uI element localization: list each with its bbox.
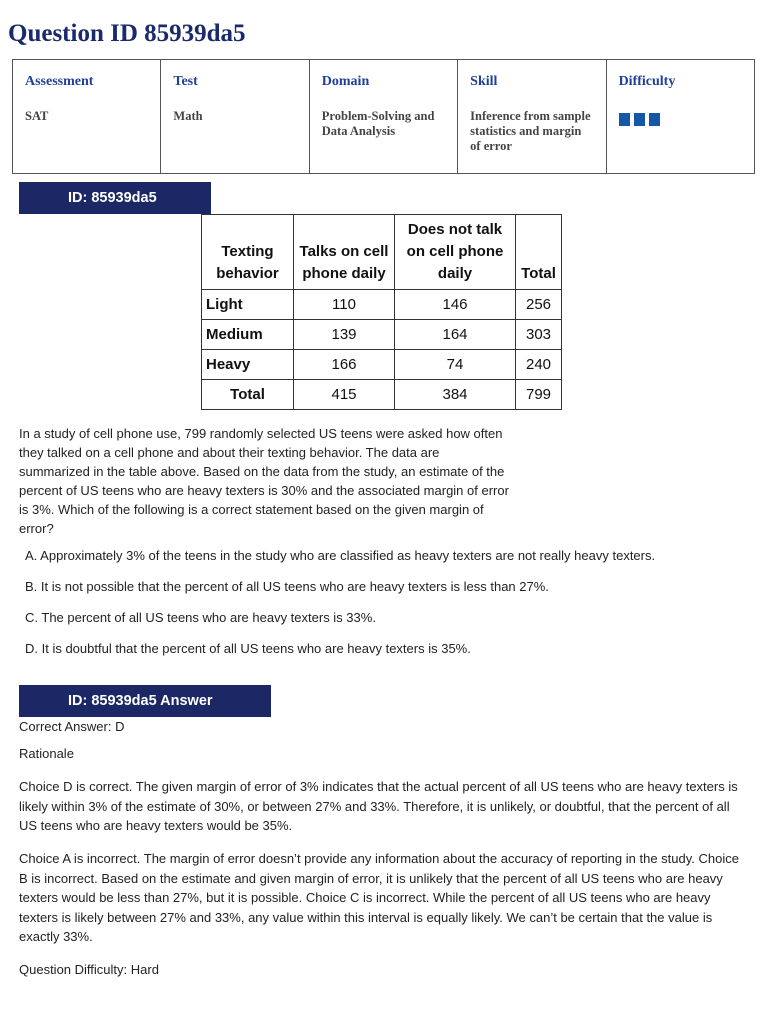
table-cell: 164: [395, 320, 516, 350]
table-cell: 415: [294, 380, 395, 410]
table-cell: 166: [294, 350, 395, 380]
table-header-does-not-talk: Does not talk on cell phone daily: [395, 215, 516, 290]
page-title: Question ID 85939da5: [8, 20, 246, 47]
meta-difficulty: [606, 60, 754, 174]
table-row: [202, 320, 562, 350]
table-cell: 384: [395, 380, 516, 410]
meta-test: [161, 60, 309, 174]
question-text: In a study of cell phone use, 799 randomly selected US teens were asked how often they talked on a cell phone and about their texting behavior. The data are summarized in the table above. Based on the data from the study, an estimate of the percent of US teens who are heavy texters is 30% and the associated margin of error is 3%. Which of the following is a correct statement based on the given margin of error?: [19, 426, 509, 536]
meta-skill: [458, 60, 606, 174]
table-header-total: Total: [516, 215, 562, 290]
meta-domain: [309, 60, 457, 174]
table-cell: 303: [516, 320, 562, 350]
question-difficulty: Question Difficulty: Hard: [19, 962, 159, 977]
table-cell: 139: [294, 320, 395, 350]
difficulty-block: [649, 113, 660, 126]
table-cell: 256: [516, 290, 562, 320]
choice-d: D. It is doubtful that the percent of all US teens who are heavy texters is 35%.: [25, 641, 471, 656]
difficulty-block: [619, 113, 630, 126]
texting-data-table: [201, 214, 562, 410]
table-cell: 146: [395, 290, 516, 320]
meta-difficulty-label: Difficulty: [618, 74, 676, 89]
choice-b: B. It is not possible that the percent of all US teens who are heavy texters is less than 27%.: [25, 579, 549, 594]
meta-skill-value: Inference from sample statistics and margin of error: [470, 109, 591, 153]
difficulty-indicator: [619, 113, 742, 126]
row-label: Heavy: [202, 350, 294, 380]
table-row: [202, 350, 562, 380]
question-meta-table: [12, 59, 755, 174]
rationale-paragraph-2: Choice A is incorrect. The margin of error doesn’t provide any information about the accuracy of reporting in the study. Choice B is incorrect. Based on the estimate and given margin of error, it is unlikely that the percent of all US teens who are heavy texters would be less than 27%, but it is possible. Choice C is incorrect. While the percent of all US teens who are heavy texters is likely between 27% and 33%, any value within this interval is equally likely. We can’t be certain that the value is exactly 33%.: [19, 851, 739, 944]
table-header-talks: Talks on cell phone daily: [294, 215, 395, 290]
table-cell: 240: [516, 350, 562, 380]
table-cell: 74: [395, 350, 516, 380]
meta-assessment-label: Assessment: [25, 74, 94, 89]
table-row: [202, 380, 562, 410]
meta-test-label: Test: [173, 74, 198, 89]
table-cell: 110: [294, 290, 395, 320]
rationale-label: Rationale: [19, 746, 74, 761]
answer-choices: [25, 546, 655, 670]
question-id-banner: ID: 85939da5: [19, 182, 211, 214]
row-label: Light: [202, 290, 294, 320]
meta-skill-label: Skill: [470, 74, 498, 89]
answer-id-banner: ID: 85939da5 Answer: [19, 685, 271, 717]
meta-domain-value: Problem-Solving and Data Analysis: [321, 109, 435, 138]
meta-test-value: Math: [173, 109, 203, 123]
choice-a: A. Approximately 3% of the teens in the study who are classified as heavy texters are not really heavy texters.: [25, 548, 656, 563]
table-header-texting: Texting behavior: [202, 215, 294, 290]
meta-assessment-value: SAT: [25, 109, 49, 123]
meta-assessment: [13, 60, 161, 174]
meta-domain-label: Domain: [321, 74, 370, 89]
difficulty-block: [634, 113, 645, 126]
rationale-paragraph-1: Choice D is correct. The given margin of error of 3% indicates that the actual percent of all US teens who are heavy texters is likely within 3% of the estimate of 30%, or between 27% and 33%. Therefore, it is unlikely, or doubtful, that the percent of all US teens who are heavy texters would be 35%.: [19, 779, 738, 833]
correct-answer: Correct Answer: D: [19, 719, 125, 734]
table-cell: 799: [516, 380, 562, 410]
row-label: Total: [202, 380, 294, 410]
choice-c: C. The percent of all US teens who are heavy texters is 33%.: [25, 610, 376, 625]
row-label: Medium: [202, 320, 294, 350]
table-row: [202, 290, 562, 320]
